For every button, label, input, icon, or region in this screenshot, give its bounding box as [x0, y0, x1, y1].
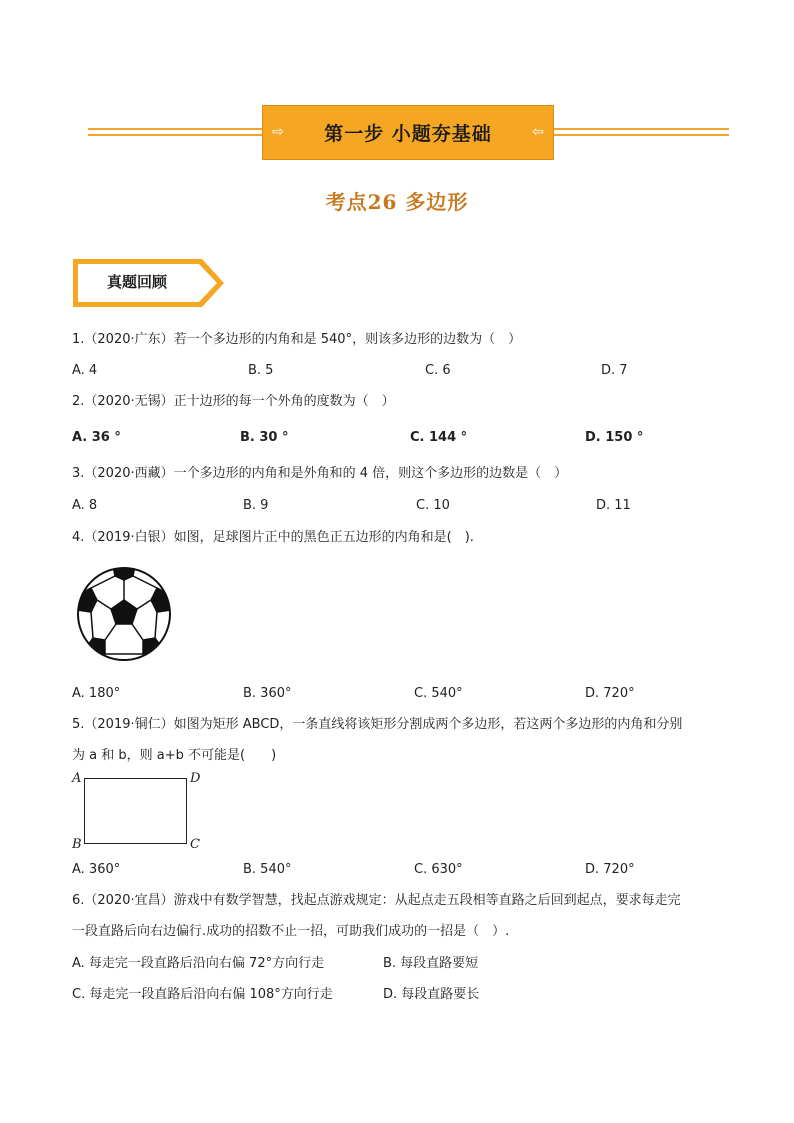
question-4-option-d: D. 720°: [585, 686, 635, 701]
question-4-option-a: A. 180°: [72, 686, 121, 701]
question-6-option-a: A. 每走完一段直路后沿向右偏 72°方向行走: [72, 956, 325, 971]
question-1-option-c: C. 6: [425, 363, 451, 378]
question-1-option-a: A. 4: [72, 363, 98, 378]
rectangle-figure: [84, 778, 187, 844]
vertex-label-a: A: [72, 771, 82, 786]
topic-title: 考点26 多边形: [325, 190, 469, 214]
arrow-right-icon: ⇨: [272, 124, 284, 140]
question-5-stem-line-2: 为 a 和 b，则 a+b 不可能是( ): [72, 748, 277, 763]
vertex-label-b: B: [72, 837, 82, 852]
question-2-option-a: A. 36 °: [72, 430, 121, 445]
question-1-stem: 1.（2020·广东）若一个多边形的内角和是 540°，则该多边形的边数为（ ）: [72, 332, 522, 347]
vertex-label-c: C: [190, 837, 200, 852]
question-3-option-a: A. 8: [72, 498, 98, 513]
question-6-stem-line-2: 一段直路后向右边偏行.成功的招数不止一招，可助我们成功的一招是（ ）.: [72, 924, 510, 939]
banner-rule-right-bottom: [554, 134, 729, 136]
banner-rule-left-bottom: [88, 134, 263, 136]
question-5-option-a: A. 360°: [72, 862, 121, 877]
question-5-option-b: B. 540°: [243, 862, 292, 877]
question-4-stem: 4.（2019·白银）如图，足球图片正中的黑色正五边形的内角和是( ).: [72, 530, 474, 545]
question-6-option-b: B. 每段直路要短: [383, 956, 479, 971]
section-banner: [262, 105, 554, 160]
question-6-option-c: C. 每走完一段直路后沿向右偏 108°方向行走: [72, 987, 333, 1002]
question-3-option-c: C. 10: [416, 498, 450, 513]
question-1-option-d: D. 7: [601, 363, 628, 378]
question-5-stem-line-1: 5.（2019·铜仁）如图为矩形 ABCD，一条直线将该矩形分割成两个多边形，若这两个多边形的内角和分别: [72, 717, 683, 732]
question-5-option-c: C. 630°: [414, 862, 463, 877]
question-4-option-b: B. 360°: [243, 686, 292, 701]
question-3-option-b: B. 9: [243, 498, 269, 513]
question-2-option-b: B. 30 °: [240, 430, 289, 445]
question-3-option-d: D. 11: [596, 498, 631, 513]
question-2-stem: 2.（2020·无锡）正十边形的每一个外角的度数为（ ）: [72, 394, 395, 409]
banner-rule-right-top: [554, 128, 729, 130]
question-2-option-c: C. 144 °: [410, 430, 468, 445]
banner-title: 第一步 小题夯基础: [324, 123, 492, 145]
question-4-option-c: C. 540°: [414, 686, 463, 701]
question-3-stem: 3.（2020·西藏）一个多边形的内角和是外角和的 4 倍，则这个多边形的边数是（ ）: [72, 466, 568, 481]
question-6-option-d: D. 每段直路要长: [383, 987, 480, 1002]
question-6-stem-line-1: 6.（2020·宜昌）游戏中有数学智慧，找起点游戏规定：从起点走五段相等直路之后回到起点，要求每走完: [72, 893, 681, 908]
banner-rule-left-top: [88, 128, 263, 130]
arrow-left-icon: ⇦: [532, 124, 544, 140]
question-2-option-d: D. 150 °: [585, 430, 644, 445]
question-5-option-d: D. 720°: [585, 862, 635, 877]
vertex-label-d: D: [190, 771, 201, 786]
soccer-ball-figure: [75, 566, 173, 662]
question-1-option-b: B. 5: [248, 363, 274, 378]
section-label: 真题回顾: [106, 273, 167, 291]
